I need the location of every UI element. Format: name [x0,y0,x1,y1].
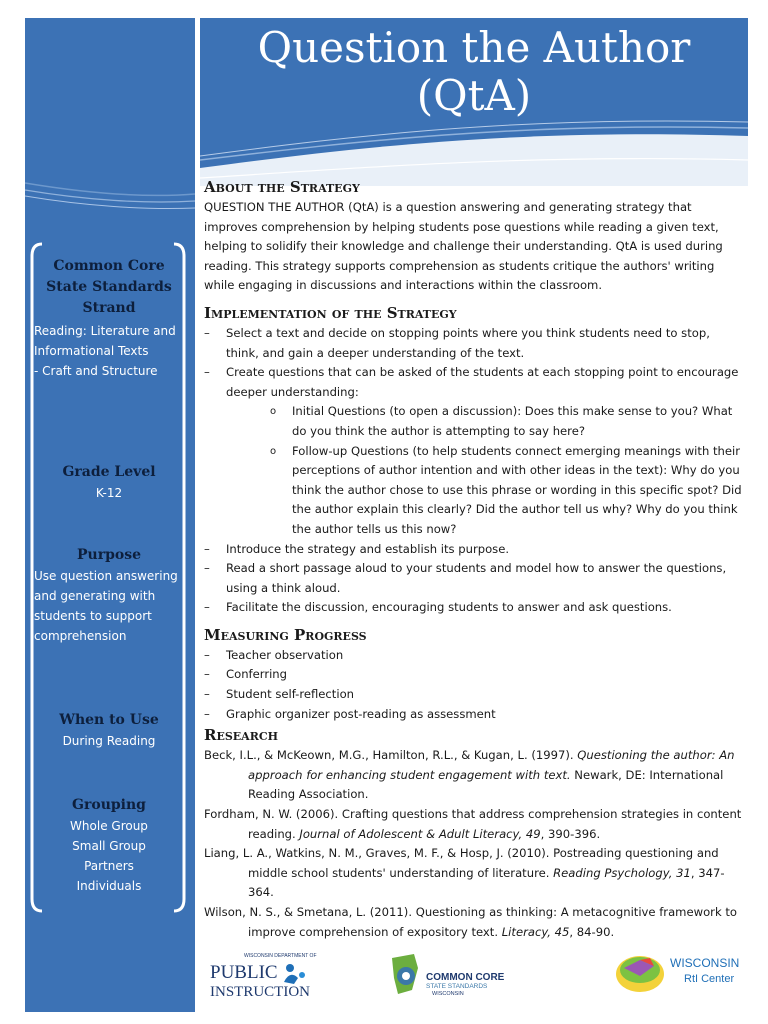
dpi-logo-small-text: WISCONSIN DEPARTMENT OF [244,953,317,959]
reference-item [204,805,744,844]
sub-list [226,402,744,539]
about-heading: About the Strategy [204,178,360,196]
when-text: During Reading [62,734,156,748]
list-item: – Teacher observation [204,646,744,666]
title-line-1: Question the Author [257,23,691,72]
strand-subtext: - Craft and Structure [34,364,158,378]
ccss-line-1: COMMON CORE [426,972,505,983]
grouping-item: Whole Group [70,819,148,833]
list-item [204,363,744,539]
dpi-logo [208,948,318,1008]
strand-section [34,256,184,381]
grouping-item: Individuals [76,879,142,893]
title-line-2: (QtA) [416,71,532,120]
ref-text: Liang, L. A., Watkins, N. M., Graves, M. F., & Hosp, J. (2010). Postreading questioning and middle school students' understanding of literature. [204,846,719,880]
when-heading: When to Use [59,712,159,728]
common-core-logo [388,948,528,1008]
when-section [34,710,184,751]
list-item: – Select a text and decide on stopping points where you think students need to stop, think, and gain a deeper understanding of the text. [204,324,744,363]
purpose-text: Use question answering and generating with students to support comprehension [34,569,178,643]
grouping-item: Partners [84,859,134,873]
reference-item [204,903,744,942]
ref-text: , 84-90. [569,924,615,939]
grouping-section [34,795,184,896]
sub-list-item: o Follow-up Questions (to help students connect emerging meanings with their perceptions of author intention and with other ideas in the text): Why do you think the author chose to use this phrase or wording in this specific spot? Did the author explain this clearly? Did the author tell us why? Why do you think the author tells us this now? [270,442,744,540]
sub-list-item: o Initial Questions (to open a discussion): Does this make sense to you? What do you think the author is attempting to say here? [270,402,744,441]
list-item: – Read a short passage aloud to your students and model how to answer the questions, using a think aloud. [204,559,744,598]
dpi-logo-mark [208,948,318,1006]
purpose-heading: Purpose [77,547,141,563]
reference-item [204,746,744,805]
ref-text: Beck, I.L., & McKeown, M.G., Hamilton, R.L., & Kugan, L. (1997). [204,748,578,763]
reference-item [204,844,744,903]
implementation-list [204,324,744,618]
measuring-heading: Measuring Progress [204,625,367,644]
list-item: – Student self-reflection [204,685,744,705]
dpi-logo-line-2: INSTRUCTION [210,984,310,1000]
purpose-section [34,545,184,646]
ref-text: , 390-396. [540,826,601,841]
list-item: – Introduce the strategy and establish its purpose. [204,540,744,560]
implementation-heading: Implementation of the Strategy [204,303,457,322]
ref-text: Fordham, N. W. (2006). Crafting questions that address comprehension strategies in content reading. [204,807,742,841]
about-text: QUESTION THE AUTHOR (QtA) is a question answering and generating strategy that improves comprehension by helping students pose questions while reading a given text, helping to solidify their knowledge and challenge their understanding. QtA is used during reading. This strategy supports comprehension as students critique the authors' writing while engaging in discussions and interactions within the classroom. [204,200,723,293]
page-title [200,24,748,120]
ccss-line-3: WISCONSIN [432,991,464,997]
rti-center-logo-mark [610,948,746,1006]
logo-strip [200,948,748,1008]
strand-text: Reading: Literature and Informational Texts [34,324,176,358]
ref-title: Reading Psychology, 31 [553,865,691,880]
rti-center-logo [610,948,746,1008]
list-item: – Graphic organizer post-reading as assessment [204,705,744,725]
strand-heading: Common Core State Standards Strand [46,258,172,316]
ref-title: Questioning the author: An approach for enhancing student engagement with text. [248,748,735,782]
list-item-text: Create questions that can be asked of the students at each stopping point to encourage deeper understanding: [226,365,739,399]
ref-title: Literacy, 45 [501,924,570,939]
ref-text: , 347-364. [248,865,725,900]
ref-title: Journal of Adolescent & Adult Literacy, 49 [299,826,541,841]
rti-line-1: WISCONSIN [670,956,740,970]
grouping-item: Small Group [72,839,146,853]
research-heading: Research [204,726,279,745]
grade-heading: Grade Level [62,464,156,480]
grouping-heading: Grouping [72,797,146,813]
list-item: – Conferring [204,665,744,685]
grade-text: K-12 [95,486,123,500]
ref-text: Wilson, N. S., & Smetana, L. (2011). Questioning as thinking: A metacognitive framework to improve comprehension of expository text. [204,905,737,939]
ccss-line-2: STATE STANDARDS [426,983,488,990]
rti-line-2: RtI Center [684,973,735,985]
dpi-logo-line-1: PUBLIC [210,962,278,983]
header-banner [200,18,748,186]
measuring-list [204,646,744,724]
common-core-logo-mark [388,948,528,1006]
list-item: – Facilitate the discussion, encouraging students to answer and ask questions. [204,598,744,618]
ref-text: Newark, DE: International Reading Association. [248,767,724,802]
main-content [204,176,744,942]
grade-section [34,462,184,503]
